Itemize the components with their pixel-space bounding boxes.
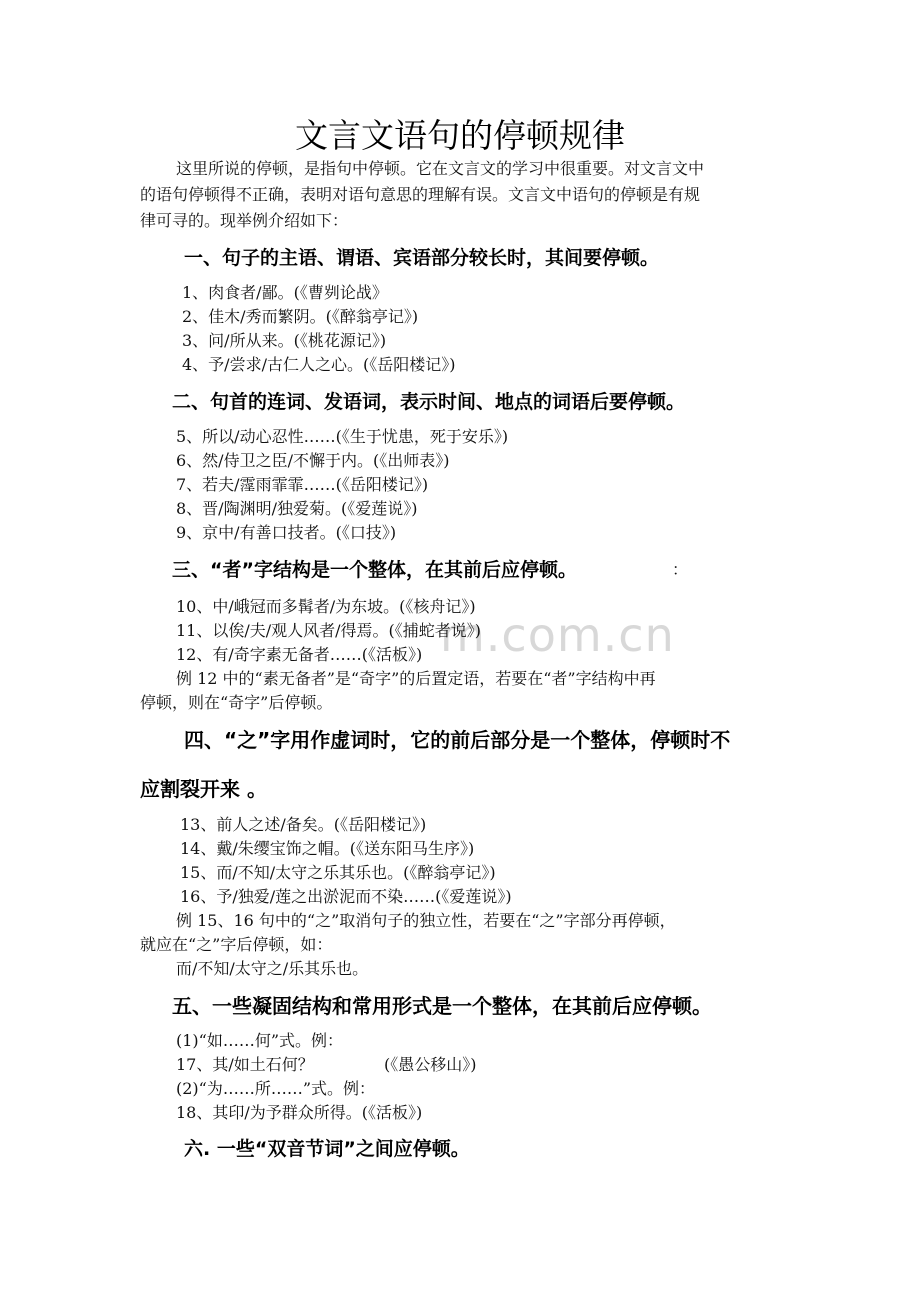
example-8: 8、晋/陶渊明/独爱菊。(《爱莲说》) xyxy=(176,499,418,518)
intro-line-3: 律可寻的。现举例介绍如下： xyxy=(140,211,349,230)
example-15: 15、而/不知/太守之乐其乐也。(《醉翁亭记》) xyxy=(180,863,496,882)
section-1-heading: 一、句子的主语、谓语、宾语部分较长时，其间要停顿。 xyxy=(184,247,660,269)
section-3-colon: ： xyxy=(672,560,689,579)
section-3-heading: 三、“者”字结构是一个整体，在其前后应停顿。 xyxy=(172,559,577,581)
example-5: 5、所以/动心忍性……(《生于忧患，死于安乐》) xyxy=(176,427,509,446)
example-17: 17、其/如土石何？ xyxy=(176,1055,314,1074)
example-3: 3、问/所从来。(《桃花源记》) xyxy=(182,331,387,350)
example-7: 7、若夫/霪雨霏霏……(《岳阳楼记》) xyxy=(176,475,429,494)
section-6-heading: 六. 一些“双音节词”之间应停顿。 xyxy=(184,1138,470,1160)
example-14: 14、戴/朱缨宝饰之帽。(《送东阳马生序》) xyxy=(180,839,475,858)
section-4-heading-2: 应割裂开来 。 xyxy=(140,777,267,801)
example-13: 13、前人之述/备矣。(《岳阳楼记》) xyxy=(180,815,427,834)
example-1: 1、肉食者/鄙。(《曹刿论战》 xyxy=(182,283,388,302)
section-4-heading-1: 四、“之”字用作虚词时，它的前后部分是一个整体，停顿时不 xyxy=(184,728,731,752)
watermark: m.com.cn xyxy=(440,608,675,662)
example-4: 4、予/尝求/古仁人之心。(《岳阳楼记》) xyxy=(182,355,456,374)
example-11: 11、以俟/夫/观人风者/得焉。(《捕蛇者说》) xyxy=(176,621,482,640)
section-3-note-2: 停顿，则在“奇字”后停顿。 xyxy=(140,693,333,712)
example-18: 18、其印/为予群众所得。(《活板》) xyxy=(176,1103,423,1122)
example-6: 6、然/侍卫之臣/不懈于内。(《出师表》) xyxy=(176,451,450,470)
intro-line-1: 这里所说的停顿，是指句中停顿。它在文言文的学习中很重要。对文言文中 xyxy=(176,159,705,178)
example-10: 10、中/峨冠而多髯者/为东坡。(《核舟记》) xyxy=(176,597,476,616)
section-2-heading: 二、句首的连词、发语词，表示时间、地点的词语后要停顿。 xyxy=(172,391,686,413)
example-12: 12、有/奇字素无备者……(《活板》) xyxy=(176,645,423,664)
section-4-note-2: 就应在“之”字后停顿，如： xyxy=(140,935,333,954)
intro-line-2: 的语句停顿得不正确，表明对语句意思的理解有误。文言文中语句的停顿是有规 xyxy=(140,185,701,204)
section-3-note-1: 例 12 中的“素无备者”是“奇字”的后置定语，若要在“者”字结构中再 xyxy=(176,669,656,688)
section-4-note-3: 而/不知/太守之/乐其乐也。 xyxy=(176,959,369,978)
example-17-source: (《愚公移山》) xyxy=(384,1055,477,1074)
form-2: (2)“为……所……”式。例： xyxy=(176,1079,376,1098)
example-9: 9、京中/有善口技者。(《口技》) xyxy=(176,523,397,542)
example-2: 2、佳木/秀而繁阴。(《醉翁亭记》) xyxy=(182,307,419,326)
section-5-heading: 五、一些凝固结构和常用形式是一个整体，在其前后应停顿。 xyxy=(172,994,712,1018)
form-1: (1)“如……何”式。例： xyxy=(176,1031,344,1050)
section-4-note-1: 例 15、16 句中的“之”取消句子的独立性，若要在“之”字部分再停顿， xyxy=(176,911,676,930)
page-title: 文言文语句的停顿规律 xyxy=(295,116,625,155)
example-16: 16、予/独爱/莲之出淤泥而不染……(《爱莲说》) xyxy=(180,887,512,906)
